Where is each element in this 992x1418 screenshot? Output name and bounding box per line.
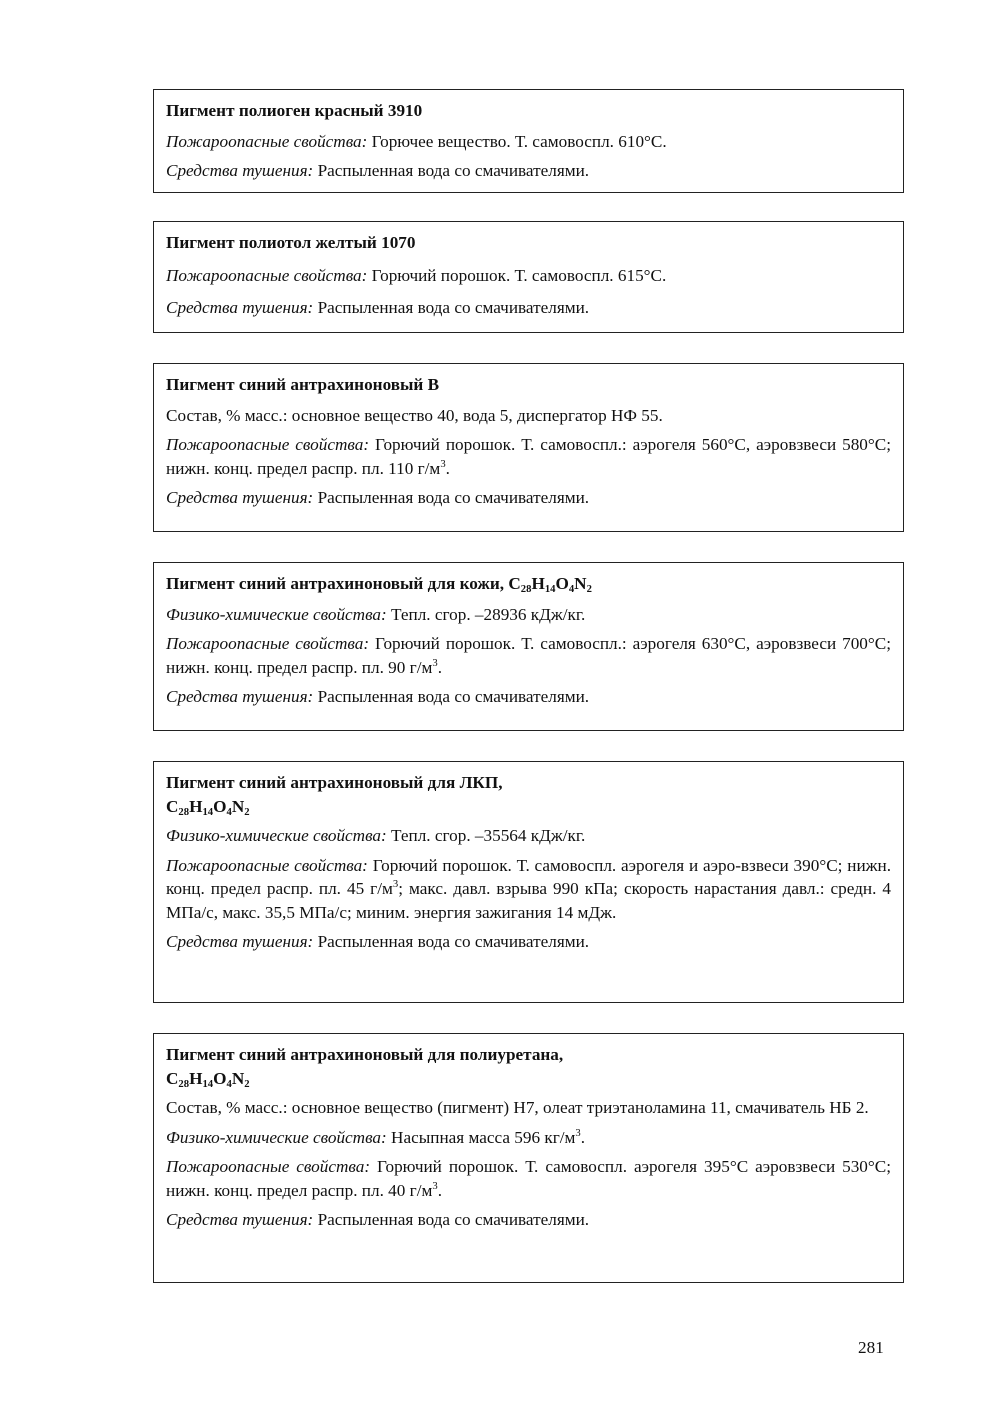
field-label: Средства тушения:	[166, 932, 314, 951]
title-text: Пигмент синий антрахиноновый для ЛКП,	[166, 773, 503, 792]
formula-part: 14	[544, 584, 556, 596]
formula-part: O	[213, 1068, 227, 1088]
field-label: Пожароопасные свойства:	[166, 131, 368, 151]
formula-part: 14	[202, 806, 214, 818]
formula-part: O	[555, 574, 569, 593]
field-text: Тепл. сгор. –28936 кДж/кг.	[391, 604, 586, 624]
fire-properties	[166, 433, 891, 480]
superscript: 3	[575, 1127, 581, 1139]
entry-pigment-poliotol-yellow	[153, 221, 904, 333]
extinguishing-agents	[166, 930, 891, 954]
field-text: Горючий порошок. Т. самовоспл. аэрогеля и аэро-взвеси 390°С; нижн. конц. предел распр. пл. 45 г/м	[166, 855, 892, 898]
title-text: Пигмент синий антрахиноновый для кожи, C	[166, 574, 521, 593]
formula-part: 4	[226, 1078, 232, 1090]
field-text: Горючее вещество. Т. самовоспл. 610°С.	[371, 131, 667, 151]
formula-part: 4	[568, 584, 575, 596]
extinguishing-agents	[166, 296, 891, 320]
field-text: Горючий порошок. Т. самовоспл.: аэрогеля 630°С, аэровзвеси 700°С; нижн. конц. предел распр. пл. 90 г/м	[166, 634, 892, 677]
formula-part: 4	[226, 806, 232, 818]
formula-part: H	[531, 574, 545, 593]
field-text: Распыленная вода со смачивателями.	[317, 298, 590, 317]
field-text: Горючий порошок. Т. самовоспл. аэрогеля 395°С аэровзвеси 530°С; нижн. конц. предел распр. пл. 40 г/м	[166, 1157, 892, 1200]
formula-part: O	[213, 796, 227, 816]
field-text-end: ; макс. давл. взрыва 990 кПа; скорость нарастания давл.: средн. 4 МПа/с, макс. 35,5 МПа/с; миним. энергия зажигания 14 мДж.	[166, 879, 892, 922]
title-formula	[166, 1067, 891, 1091]
entry-title	[166, 771, 891, 818]
entry-title	[166, 572, 891, 596]
formula-part: 28	[178, 806, 190, 818]
entry-title: Пигмент синий антрахиноновый В	[166, 375, 440, 394]
composition: Состав, % масс.: основное вещество 40, вода 5, диспергатор НФ 55.	[166, 405, 663, 425]
field-label: Физико-химические свойства:	[166, 826, 387, 845]
fire-properties	[166, 632, 891, 679]
field-text-end: .	[437, 657, 442, 677]
composition: Состав, % масс.: основное вещество (пигмент) Н7, олеат триэтаноламина 11, смачиватель НБ 2.	[166, 1098, 869, 1117]
extinguishing-agents	[166, 685, 891, 709]
entry-pigment-blue-anthraquinone-leather	[153, 562, 904, 731]
formula-part: N	[231, 796, 245, 816]
title-formula	[166, 795, 891, 819]
fire-properties	[166, 130, 891, 154]
field-label: Пожароопасные свойства:	[166, 265, 368, 285]
field-label: Средства тушения:	[166, 687, 314, 706]
field-text: Распыленная вода со смачивателями.	[317, 932, 590, 951]
title-text: Пигмент синий антрахиноновый для полиуретана,	[166, 1045, 564, 1064]
entry-pigment-blue-anthraquinone-b	[153, 363, 904, 532]
entry-pigment-blue-anthraquinone-lkp	[153, 761, 904, 1003]
formula-part: 2	[244, 1078, 250, 1090]
physchem-properties	[166, 824, 891, 848]
field-label: Средства тушения:	[166, 161, 314, 180]
formula-part: 28	[178, 1078, 190, 1090]
field-text-end: .	[445, 458, 450, 478]
field-label: Пожароопасные свойства:	[166, 634, 370, 653]
field-label: Средства тушения:	[166, 298, 314, 317]
formula-part: H	[189, 1068, 203, 1088]
field-text-end: .	[580, 1127, 586, 1147]
formula-part: N	[231, 1068, 245, 1088]
field-text: Распыленная вода со смачивателями.	[317, 1210, 590, 1229]
field-text: Распыленная вода со смачивателями.	[317, 687, 590, 706]
entry-title: Пигмент полиотол желтый 1070	[166, 233, 416, 252]
superscript: 3	[432, 657, 438, 669]
field-text: Насыпная масса 596 кг/м	[391, 1127, 576, 1147]
entry-pigment-poliogen-red	[153, 89, 904, 193]
formula-part: 14	[202, 1078, 214, 1090]
formula-part: 2	[586, 584, 592, 596]
field-label: Пожароопасные свойства:	[166, 435, 370, 454]
fire-properties	[166, 264, 891, 288]
superscript: 3	[432, 1180, 438, 1192]
physchem-properties	[166, 603, 891, 627]
fire-properties	[166, 854, 891, 925]
field-label: Пожароопасные свойства:	[166, 855, 368, 875]
fire-properties	[166, 1155, 891, 1202]
formula-part: 28	[520, 584, 532, 596]
field-text: Распыленная вода со смачивателями.	[317, 488, 590, 507]
field-label: Средства тушения:	[166, 1210, 314, 1229]
extinguishing-agents	[166, 486, 891, 510]
field-text-end: .	[437, 1180, 442, 1200]
extinguishing-agents	[166, 159, 891, 183]
field-text: Горючий порошок. Т. самовоспл. 615°С.	[371, 265, 667, 285]
entry-title: Пигмент полиоген красный 3910	[166, 101, 423, 120]
field-text: Распыленная вода со смачивателями.	[317, 161, 590, 180]
formula-part: N	[574, 574, 587, 593]
formula-part: H	[189, 796, 203, 816]
superscript: 3	[440, 458, 446, 470]
field-label: Пожароопасные свойства:	[166, 1157, 371, 1176]
field-text: Тепл. сгор. –35564 кДж/кг.	[391, 826, 586, 845]
field-label: Физико-химические свойства:	[166, 1127, 387, 1147]
formula-part: 2	[244, 806, 250, 818]
formula-part: C	[166, 796, 179, 816]
entry-pigment-blue-anthraquinone-polyurethane	[153, 1033, 904, 1283]
superscript: 3	[392, 879, 399, 891]
page-number: 281	[858, 1338, 884, 1357]
formula-part: C	[166, 1068, 179, 1088]
physchem-properties	[166, 1126, 891, 1150]
extinguishing-agents	[166, 1208, 891, 1232]
field-label: Средства тушения:	[166, 488, 314, 507]
field-text: Горючий порошок. Т. самовоспл.: аэрогеля 560°С, аэровзвеси 580°С; нижн. конц. предел распр. пл. 110 г/м	[166, 435, 892, 478]
entry-title	[166, 1043, 891, 1090]
field-label: Физико-химические свойства:	[166, 604, 387, 624]
